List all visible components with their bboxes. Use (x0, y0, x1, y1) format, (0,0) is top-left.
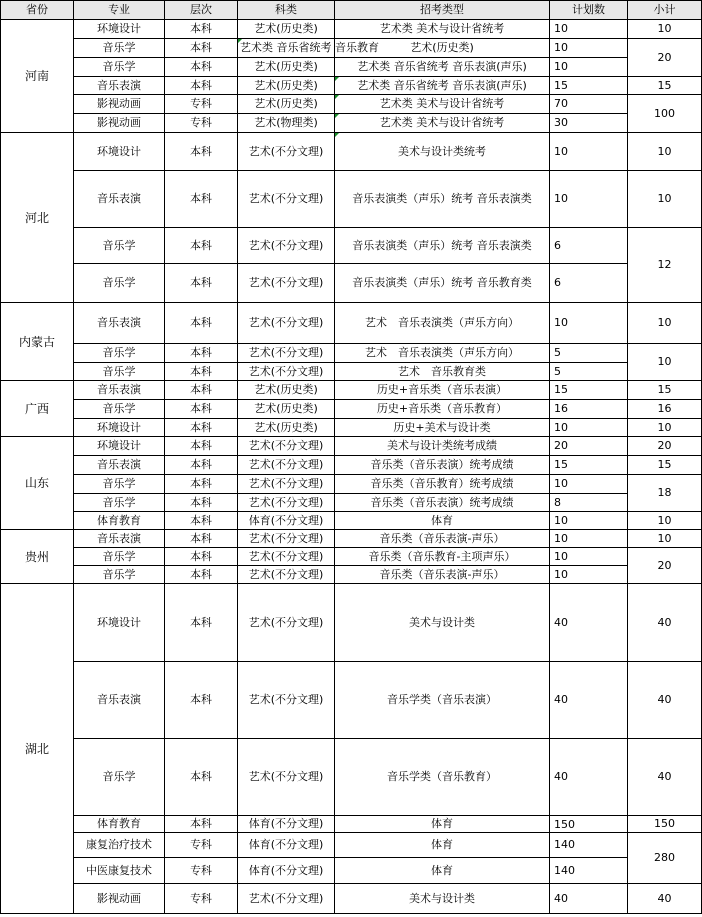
plan-cell: 10 (550, 39, 628, 58)
subtotal-cell: 150 (628, 816, 702, 833)
exam-type-cell: 体育 (335, 858, 550, 884)
exam-type-cell: 艺术类 音乐省统考 音乐教育 (238, 39, 335, 58)
category-cell: 艺术(不分文理) (238, 437, 335, 456)
plan-cell: 10 (550, 512, 628, 530)
subtotal-cell: 18 (628, 475, 702, 512)
subtotal-cell: 40 (628, 884, 702, 914)
category-cell: 艺术(不分文理) (238, 548, 335, 566)
category-cell: 艺术(物理类) (238, 114, 335, 133)
plan-cell: 6 (550, 228, 628, 264)
level-cell: 本科 (165, 20, 238, 39)
major-cell: 音乐学 (74, 344, 165, 363)
major-cell: 影视动画 (74, 884, 165, 914)
exam-type-cell: 音乐类（音乐教育-主项声乐） (335, 548, 550, 566)
table-row (1, 833, 702, 858)
table-row (1, 456, 702, 475)
exam-type-cell: 音乐表演类（声乐）统考 音乐表演类 (335, 171, 550, 228)
category-cell: 艺术(不分文理) (238, 566, 335, 584)
table-row (1, 419, 702, 437)
major-cell: 音乐学 (74, 494, 165, 512)
category-cell: 艺术(不分文理) (238, 475, 335, 494)
exam-type-cell: 美术与设计类 (335, 884, 550, 914)
plan-cell: 10 (550, 20, 628, 39)
level-cell: 本科 (165, 739, 238, 816)
plan-cell: 40 (550, 739, 628, 816)
province-cell: 广西 (1, 381, 74, 437)
header-exam-type: 招考类型 (335, 1, 550, 20)
table-row (1, 400, 702, 419)
plan-cell: 70 (550, 95, 628, 114)
plan-cell: 150 (550, 816, 628, 833)
category-cell: 艺术(不分文理) (238, 171, 335, 228)
table-row (1, 512, 702, 530)
major-cell: 环境设计 (74, 584, 165, 662)
level-cell: 本科 (165, 437, 238, 456)
major-cell: 音乐表演 (74, 171, 165, 228)
header-subtotal: 小计 (628, 1, 702, 20)
level-cell: 本科 (165, 548, 238, 566)
province-cell: 贵州 (1, 530, 74, 584)
level-cell: 本科 (165, 58, 238, 77)
subtotal-cell: 40 (628, 662, 702, 739)
category-cell: 艺术(不分文理) (238, 584, 335, 662)
level-cell: 本科 (165, 363, 238, 381)
level-cell: 专科 (165, 858, 238, 884)
exam-type-cell: 音乐类（音乐教育）统考成绩 (335, 475, 550, 494)
table-row (1, 381, 702, 400)
exam-type-cell: 音乐学类（音乐表演） (335, 662, 550, 739)
major-cell: 音乐表演 (74, 303, 165, 344)
province-cell: 河北 (1, 133, 74, 303)
exam-type-cell: 体育 (335, 512, 550, 530)
subtotal-cell: 20 (628, 548, 702, 584)
plan-cell: 10 (550, 548, 628, 566)
exam-type-cell: 历史+美术与设计类 (335, 419, 550, 437)
exam-type-cell: 音乐学类（音乐教育） (335, 739, 550, 816)
table-row (1, 95, 702, 114)
exam-type-cell: 体育 (335, 833, 550, 858)
level-cell: 专科 (165, 833, 238, 858)
category-cell: 艺术(不分文理) (238, 344, 335, 363)
category-cell: 艺术(不分文理) (238, 662, 335, 739)
exam-type-cell: 历史+音乐类（音乐表演） (335, 381, 550, 400)
level-cell: 本科 (165, 475, 238, 494)
category-cell: 艺术(历史类) (238, 419, 335, 437)
subtotal-cell: 280 (628, 833, 702, 884)
category-cell: 艺术(不分文理) (238, 530, 335, 548)
table-row (1, 58, 702, 77)
plan-cell: 10 (550, 530, 628, 548)
table-row (1, 363, 702, 381)
category-cell: 艺术(历史类) (238, 58, 335, 77)
table-row (1, 566, 702, 584)
plan-cell: 8 (550, 494, 628, 512)
subtotal-cell: 10 (628, 20, 702, 39)
plan-cell: 15 (550, 77, 628, 95)
level-cell: 本科 (165, 566, 238, 584)
category-cell: 艺术(不分文理) (238, 264, 335, 303)
level-cell: 本科 (165, 530, 238, 548)
plan-cell: 5 (550, 363, 628, 381)
major-cell: 影视动画 (74, 114, 165, 133)
table-row (1, 344, 702, 363)
province-cell: 内蒙古 (1, 303, 74, 381)
table-row (1, 584, 702, 662)
plan-cell: 20 (550, 437, 628, 456)
level-cell: 本科 (165, 584, 238, 662)
header-plan: 计划数 (550, 1, 628, 20)
table-row (1, 133, 702, 171)
plan-cell: 40 (550, 584, 628, 662)
plan-cell: 40 (550, 662, 628, 739)
major-cell: 音乐学 (74, 39, 165, 58)
plan-cell: 10 (550, 133, 628, 171)
table-row (1, 739, 702, 816)
level-cell: 本科 (165, 39, 238, 58)
major-cell: 音乐表演 (74, 530, 165, 548)
exam-type-cell: 历史+音乐类（音乐教育） (335, 400, 550, 419)
plan-cell: 10 (550, 566, 628, 584)
subtotal-cell: 10 (628, 512, 702, 530)
plan-cell: 5 (550, 344, 628, 363)
major-cell: 体育教育 (74, 512, 165, 530)
subtotal-cell: 20 (628, 39, 702, 77)
table-row (1, 228, 702, 264)
table-row (1, 858, 702, 884)
level-cell: 本科 (165, 400, 238, 419)
subtotal-cell: 15 (628, 381, 702, 400)
subtotal-cell: 10 (628, 133, 702, 171)
exam-type-cell: 艺术类 音乐省统考 音乐表演(声乐) (335, 77, 550, 95)
exam-type-cell: 美术与设计类统考成绩 (335, 437, 550, 456)
exam-type-cell: 艺术类 美术与设计省统考 (335, 20, 550, 39)
major-cell: 音乐学 (74, 566, 165, 584)
province-cell: 河南 (1, 20, 74, 133)
subtotal-cell: 15 (628, 456, 702, 475)
table-row (1, 437, 702, 456)
subtotal-cell: 10 (628, 344, 702, 381)
plan-cell: 10 (550, 419, 628, 437)
subtotal-cell: 16 (628, 400, 702, 419)
category-cell: 艺术(不分文理) (238, 739, 335, 816)
major-cell: 影视动画 (74, 95, 165, 114)
subtotal-cell: 40 (628, 584, 702, 662)
table-row (1, 39, 702, 58)
header-row (1, 1, 702, 20)
header-level: 层次 (165, 1, 238, 20)
subtotal-cell: 40 (628, 739, 702, 816)
plan-cell: 40 (550, 884, 628, 914)
header-major: 专业 (74, 1, 165, 20)
level-cell: 本科 (165, 171, 238, 228)
major-cell: 音乐学 (74, 58, 165, 77)
plan-cell: 6 (550, 264, 628, 303)
exam-type-cell: 艺术类 美术与设计省统考 (335, 95, 550, 114)
table-row (1, 114, 702, 133)
category-cell: 体育(不分文理) (238, 858, 335, 884)
major-cell: 环境设计 (74, 133, 165, 171)
table-row (1, 475, 702, 494)
category-cell: 艺术(不分文理) (238, 363, 335, 381)
major-cell: 音乐表演 (74, 381, 165, 400)
table-row (1, 884, 702, 914)
category-cell: 艺术(历史类) (238, 400, 335, 419)
major-cell: 音乐学 (74, 228, 165, 264)
exam-type-cell: 艺术 音乐教育类 (335, 363, 550, 381)
level-cell: 本科 (165, 77, 238, 95)
exam-type-cell: 音乐类（音乐表演）统考成绩 (335, 494, 550, 512)
category-cell: 艺术(不分文理) (238, 303, 335, 344)
subtotal-cell: 10 (628, 530, 702, 548)
plan-cell: 30 (550, 114, 628, 133)
exam-type-cell: 音乐类（音乐表演-声乐） (335, 530, 550, 548)
table-row (1, 816, 702, 833)
plan-cell: 140 (550, 833, 628, 858)
category-cell: 体育(不分文理) (238, 833, 335, 858)
major-cell: 音乐学 (74, 264, 165, 303)
table-row (1, 264, 702, 303)
exam-type-cell: 艺术 音乐表演类（声乐方向） (335, 303, 550, 344)
plan-cell: 10 (550, 171, 628, 228)
exam-type-cell: 音乐表演类（声乐）统考 音乐表演类 (335, 228, 550, 264)
level-cell: 本科 (165, 494, 238, 512)
exam-type-cell: 美术与设计类统考 (335, 133, 550, 171)
major-cell: 体育教育 (74, 816, 165, 833)
exam-type-cell: 艺术 音乐表演类（声乐方向） (335, 344, 550, 363)
province-cell: 湖北 (1, 584, 74, 914)
table-row (1, 20, 702, 39)
category-cell: 艺术(不分文理) (238, 884, 335, 914)
level-cell: 本科 (165, 228, 238, 264)
subtotal-cell: 10 (628, 419, 702, 437)
header-category: 科类 (238, 1, 335, 20)
category-cell: 体育(不分文理) (238, 816, 335, 833)
table-row (1, 662, 702, 739)
subtotal-cell: 100 (628, 95, 702, 133)
plan-cell: 15 (550, 381, 628, 400)
major-cell: 音乐表演 (74, 456, 165, 475)
subtotal-cell: 20 (628, 437, 702, 456)
subtotal-cell: 15 (628, 77, 702, 95)
exam-type-cell: 音乐表演类（声乐）统考 音乐教育类 (335, 264, 550, 303)
header-province: 省份 (1, 1, 74, 20)
major-cell: 环境设计 (74, 20, 165, 39)
major-cell: 环境设计 (74, 419, 165, 437)
major-cell: 康复治疗技术 (74, 833, 165, 858)
category-cell: 艺术(历史类) (238, 95, 335, 114)
level-cell: 专科 (165, 884, 238, 914)
level-cell: 本科 (165, 419, 238, 437)
plan-cell: 15 (550, 456, 628, 475)
category-cell: 体育(不分文理) (238, 512, 335, 530)
exam-type-cell: 音乐类（音乐表演）统考成绩 (335, 456, 550, 475)
category-cell: 艺术(不分文理) (238, 494, 335, 512)
level-cell: 本科 (165, 512, 238, 530)
major-cell: 音乐学 (74, 363, 165, 381)
category-cell: 艺术(不分文理) (238, 456, 335, 475)
major-cell: 中医康复技术 (74, 858, 165, 884)
level-cell: 本科 (165, 381, 238, 400)
level-cell: 专科 (165, 114, 238, 133)
exam-type-cell: 美术与设计类 (335, 584, 550, 662)
exam-type-cell: 音乐类（音乐表演-声乐） (335, 566, 550, 584)
major-cell: 音乐学 (74, 548, 165, 566)
subtotal-cell: 12 (628, 228, 702, 303)
subtotal-cell: 10 (628, 303, 702, 344)
category-cell: 艺术(历史类) (238, 77, 335, 95)
major-cell: 音乐学 (74, 400, 165, 419)
table-row (1, 548, 702, 566)
exam-type-cell: 体育 (335, 816, 550, 833)
exam-type-cell: 艺术类 音乐省统考 音乐表演(声乐) (335, 58, 550, 77)
subtotal-cell: 10 (628, 171, 702, 228)
major-cell: 音乐表演 (74, 662, 165, 739)
exam-type-cell: 艺术类 美术与设计省统考 (335, 114, 550, 133)
level-cell: 本科 (165, 456, 238, 475)
table-row (1, 530, 702, 548)
level-cell: 本科 (165, 264, 238, 303)
province-cell: 山东 (1, 437, 74, 530)
table-row (1, 171, 702, 228)
table-row (1, 303, 702, 344)
category-cell: 艺术(不分文理) (238, 133, 335, 171)
level-cell: 本科 (165, 303, 238, 344)
level-cell: 专科 (165, 95, 238, 114)
plan-cell: 140 (550, 858, 628, 884)
major-cell: 环境设计 (74, 437, 165, 456)
level-cell: 本科 (165, 816, 238, 833)
category-cell: 艺术(不分文理) (238, 228, 335, 264)
table-row (1, 494, 702, 512)
plan-cell: 10 (550, 58, 628, 77)
category-cell: 艺术(历史类) (238, 381, 335, 400)
plan-cell: 10 (550, 303, 628, 344)
level-cell: 本科 (165, 344, 238, 363)
table-row (1, 77, 702, 95)
major-cell: 音乐表演 (74, 77, 165, 95)
plan-cell: 16 (550, 400, 628, 419)
category-cell: 艺术(历史类) (238, 20, 335, 39)
category-cell: 艺术(历史类) (335, 39, 550, 58)
level-cell: 本科 (165, 133, 238, 171)
major-cell: 音乐学 (74, 739, 165, 816)
plan-cell: 10 (550, 475, 628, 494)
level-cell: 本科 (165, 662, 238, 739)
major-cell: 音乐学 (74, 475, 165, 494)
